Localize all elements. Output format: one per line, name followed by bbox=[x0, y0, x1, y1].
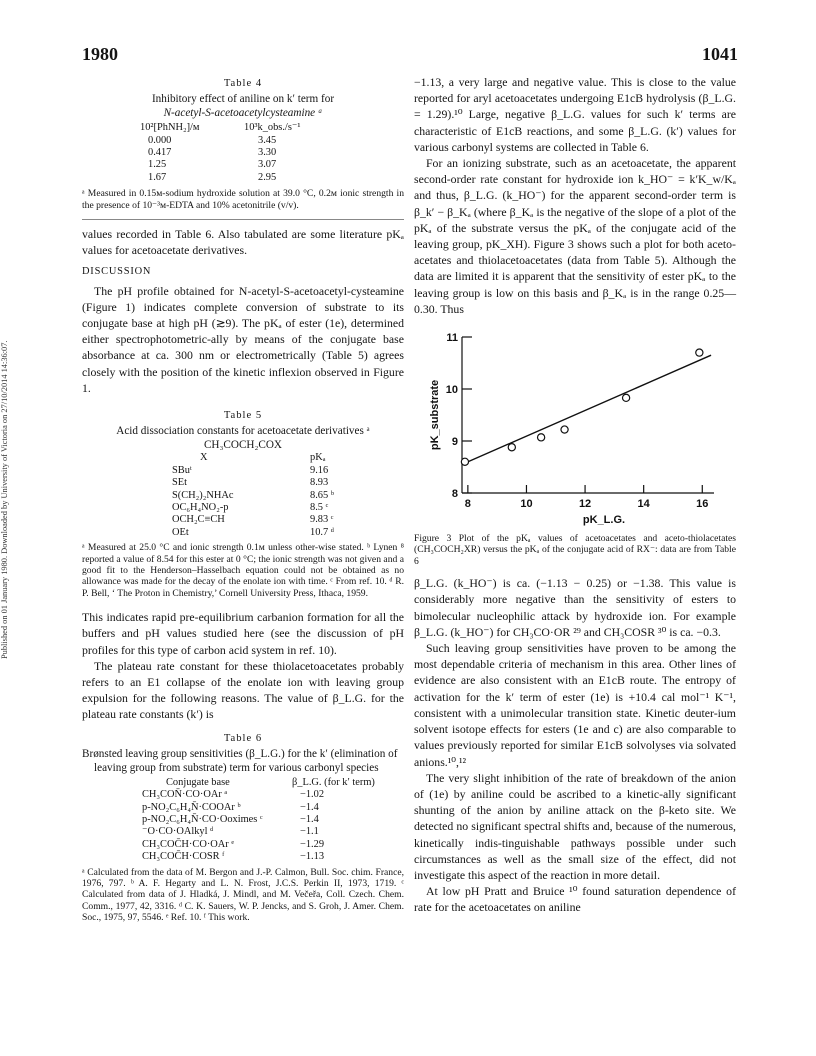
y-tick-label: 10 bbox=[445, 384, 458, 397]
table4-cell: 3.30 bbox=[258, 147, 277, 159]
right-paragraph-2: For an ionizing substrate, such as an acetoacetate, the apparent second-order rate constant for hydroxide ion k_HO⁻ = k′K_w/Kₐ and thus, β_L.G. (k_HO⁻) for the apparent second-order term is β_k′ − β_Kₐ (where β_Kₐ is the negative of the slope of a plot of the pKₐ of the substrate versus the pKₐ of the conjugate acid of the leaving group, pK_XH). Figure 3 shows such a plot for both aceto-acetates and thiolacetoacetates (data from Table 5). Although the data are limited it is apparent that the sensitivity of ester pKₐ to the leaving group is low on this basis and β_Kₐ is in the range 0.25—0.30. Thus bbox=[414, 156, 736, 316]
table4-cell: 3.45 bbox=[258, 134, 277, 146]
table6-cell: p-NO₂C₆H₄N̄·COOAr ᵇ bbox=[142, 801, 241, 813]
fit-line bbox=[462, 355, 711, 464]
page-number: 1041 bbox=[702, 44, 738, 64]
table-row bbox=[140, 159, 300, 171]
x-axis-label: pK_L.G. bbox=[582, 514, 626, 527]
right-column bbox=[414, 74, 736, 916]
left-paragraph-4: The plateau rate constant for these thiolacetoacetates probably refers to an E1 collapse of the enolate ion with leaving group expulsion for the following reasons. The value of β_L.G. for the plateau rate constants (k′) is bbox=[82, 658, 404, 722]
table-row bbox=[140, 147, 300, 159]
table4-cell: 0.000 bbox=[148, 134, 172, 146]
right-paragraph-3: β_L.G. (k_HO⁻) is ca. (−1.13 − 0.25) or −1.38. This value is considerably more negative than the sensitivity of esters to bimolecular nucleophilic attack by hydroxide ion. For example β_L.G. (k_HO⁻) for CH₃CO·OR ²⁹ and CH₃COSR ³⁰ is ca. −0.3. bbox=[414, 576, 736, 639]
table5-cell: 10.7 ᵈ bbox=[310, 526, 335, 538]
data-point bbox=[696, 349, 703, 356]
table5-cell: 8.65 ᵇ bbox=[310, 489, 334, 501]
table-row bbox=[142, 826, 375, 838]
right-paragraph-6: At low pH Pratt and Bruice ¹⁰ found saturation dependence of rate for the acetoacetates on aniline bbox=[414, 884, 736, 915]
table5-cell: 9.83 ᶜ bbox=[310, 514, 334, 526]
table-row bbox=[140, 172, 300, 184]
table-row bbox=[172, 527, 334, 539]
table4 bbox=[140, 122, 300, 184]
table-row bbox=[142, 814, 375, 826]
table5-footnote: ᵃ Measured at 25.0 °C and ionic strength 0.1м unless other-wise stated. ᵇ Lynen ⁸ reported a value of 8.54 for this ester at 0 °C; the ionic strength was not given and a good fit to the Henderson–Hasselbach equation could not be obtained as no allowance was made for the decay of the enolate ion with time. ᶜ From ref. 10. ᵈ R. P. Bell, ‘ The Proton in Chemistry,’ Cornell University Press, Ithaca, 1959. bbox=[82, 542, 404, 599]
table6-col1-header: Conjugate base bbox=[166, 776, 230, 788]
table-row bbox=[142, 789, 375, 801]
right-paragraph-4: Such leaving group sensitivities have proven to be among the most dependable criteria of mechanism in this area. Other lines of evidence are also consistent with an E1cB route. The entropy of activation for the k′ term of ester (1e) is +10.4 cal mol⁻¹ K⁻¹, consistent with a unimolecular transition state. Kinetic deuter-ium solvent isotope effects for esters (1e and c) are also comparable to values previously reported for similar E1cB solvolyses via solvated anions.¹⁰,¹² bbox=[414, 641, 736, 769]
table6-cell: −1.13 bbox=[300, 851, 325, 863]
table4-cell: 1.67 bbox=[148, 171, 167, 183]
table6-cell: CH₃COC̄H·CO·OAr ᵉ bbox=[142, 838, 235, 850]
table4-cell: 3.07 bbox=[258, 159, 277, 171]
chart-axes bbox=[446, 332, 714, 510]
table5-caption-line2: CH₃COCH₂COX bbox=[203, 439, 283, 452]
table5-cell: SEt bbox=[172, 477, 188, 489]
table4-footnote: ᵃ Measured in 0.15м-sodium hydroxide solution at 39.0 °C, 0.2м ionic strength in the presence of 10⁻³м-EDTA and 10% acetonitrile (v/v). bbox=[82, 188, 404, 211]
table5-caption-line1: Acid dissociation constants for acetoacetate derivatives ᵃ bbox=[116, 425, 370, 438]
table6-cell: CH₃COC̄H·COSR ᶠ bbox=[142, 851, 225, 863]
table5-cell: S(CH₂)₂NHAc bbox=[172, 489, 234, 501]
table5-col2-header: pKₐ bbox=[310, 452, 326, 464]
table4-caption-line2: N-acetyl-S-acetoacetylcysteamine ᵃ bbox=[163, 107, 323, 120]
table-row bbox=[172, 465, 334, 477]
y-tick-label: 8 bbox=[451, 488, 458, 501]
chart-marks bbox=[461, 349, 711, 465]
table4-col2-header: 10³k_obs./s⁻¹ bbox=[244, 122, 301, 134]
journal-year: 1980 bbox=[82, 44, 118, 64]
table4-col1-header: 10²[PhNH₂]/м bbox=[140, 122, 200, 134]
table5-cell: SBuᵗ bbox=[172, 464, 192, 476]
table6-cell: CH₃CON̄·CO·OAr ᵃ bbox=[142, 789, 228, 801]
table4-cell: 0.417 bbox=[148, 147, 172, 159]
table6-caption: Brønsted leaving group sensitivities (β_L.G.) for the k′ (elimination of leaving group from substrate) term for various carbonyl species bbox=[82, 747, 398, 774]
table-row bbox=[142, 851, 375, 863]
table6-cell: −1.4 bbox=[300, 801, 319, 813]
right-paragraph-1: −1.13, a very large and negative value. This is close to the value reported for aryl acetoacetates undergoing E1cB hydrolysis (β_L.G. = 1.29).¹⁰ Large, negative β_L.G. values for such k′ terms are characteristic of E1cB reactions, and some β_L.G. (k′) values for various carbonyl systems are collected in Table 6. bbox=[414, 75, 736, 154]
table6-cell: ⁻O·CO·OAlkyl ᵈ bbox=[142, 826, 214, 838]
table5-col1-header: X bbox=[200, 452, 208, 464]
y-axis-label: pK_substrate bbox=[429, 379, 441, 451]
table5-cell: 8.5 ᶜ bbox=[310, 501, 329, 513]
table6-col2-header: β_L.G. (for k′ term) bbox=[292, 776, 375, 788]
data-point bbox=[561, 426, 568, 433]
figure-3 bbox=[414, 323, 736, 531]
table4-cell: 2.95 bbox=[258, 171, 277, 183]
figure-3-caption: Figure 3 Plot of the pKₐ values of acetoacetates and aceto-thiolacetates (CH₃COCH₂XR) versus the pKₐ of the conjugate acid of RX⁻: data are from Table 6 bbox=[414, 533, 736, 567]
table4-cell: 1.25 bbox=[148, 159, 167, 171]
table5-cell: 9.16 bbox=[310, 464, 329, 476]
table4-caption-line1: Inhibitory effect of aniline on k′ term for bbox=[151, 93, 335, 106]
x-tick-label: 12 bbox=[578, 498, 592, 511]
left-column bbox=[82, 74, 404, 924]
table-row bbox=[172, 502, 334, 514]
download-notice[interactable]: Published on 01 January 1980. Downloaded by University of Victoria on 27/10/2014 14:36:07. bbox=[0, 340, 9, 660]
table6-title: Table 6 bbox=[223, 732, 263, 744]
table5-title: Table 5 bbox=[223, 410, 263, 422]
x-tick-label: 14 bbox=[637, 498, 650, 511]
table6-cell: −1.29 bbox=[300, 838, 325, 850]
y-tick-label: 11 bbox=[446, 332, 458, 345]
data-point bbox=[538, 434, 545, 441]
left-paragraph-1: values recorded in Table 6. Also tabulated are some literature pKₐ values for acetoacetate derivatives. bbox=[82, 227, 404, 258]
table5-cell: OEt bbox=[172, 526, 189, 538]
table4-title: Table 4 bbox=[223, 78, 263, 89]
table6-cell: −1.02 bbox=[300, 789, 325, 801]
table5-cell: 8.93 bbox=[310, 477, 329, 489]
table-row bbox=[172, 490, 334, 502]
x-tick-label: 10 bbox=[520, 498, 533, 511]
x-tick-label: 8 bbox=[464, 498, 471, 511]
data-point bbox=[461, 458, 468, 465]
table6-footnote: ᵃ Calculated from the data of M. Bergon and J.-P. Calmon, Bull. Soc. chim. France, 1976, 797. ᵇ A. F. Hegarty and L. N. Frost, J.C.S. Perkin II, 1973, 1719. ᶜ Calculated from data of J. Hladká, J. Mindl, and M. Večeřa, Coll. Czech. Chem. Comm., 1977, 42, 3316. ᵈ C. K. Sauers, W. P. Jencks, and S. Groh, J. Amer. Chem. Soc., 1975, 97, 5546. ᵉ Ref. 10. ᶠ This work. bbox=[82, 866, 404, 924]
left-paragraph-3: This indicates rapid pre-equilibrium carbanion formation for all the buffers and pH values studied here (see the discussion of pH profiles for this type of carbon acid system in ref. 10). bbox=[82, 610, 404, 657]
table-row bbox=[140, 135, 300, 147]
y-tick-label: 9 bbox=[451, 436, 458, 449]
left-paragraph-2: The pH profile obtained for N-acetyl-S-acetoacetyl-cysteamine (Figure 1) indicates complete conversion of substrate to its conjugate base at high pH (≳9). The pKₐ of ester (1e), determined either spectrophotometric-ally by means of the conjugate base absorbance at ca. 300 nm or electrometrically (Table 5) agrees closely with the position of the kinetic inflexion observed in Figure 1. bbox=[82, 283, 404, 395]
table6 bbox=[142, 777, 375, 864]
table5-cell: OCH₂C≡CH bbox=[172, 514, 225, 526]
table-row bbox=[142, 802, 375, 814]
table6-cell: −1.4 bbox=[300, 814, 319, 825]
scatter-chart bbox=[414, 323, 736, 531]
table6-cell: −1.1 bbox=[300, 826, 319, 838]
x-tick-label: 16 bbox=[696, 498, 709, 511]
table6-cell: p-NO₂C₆H₄N̄·CO·Ooximes ᶜ bbox=[142, 814, 263, 825]
table-row bbox=[172, 477, 334, 489]
divider bbox=[82, 219, 404, 220]
table-row bbox=[172, 514, 334, 526]
section-heading: DISCUSSION bbox=[82, 266, 152, 278]
table5-cell: OC₆H₄NO₂-p bbox=[172, 501, 229, 513]
table-row bbox=[142, 839, 375, 851]
data-point bbox=[508, 444, 515, 451]
table5 bbox=[172, 452, 334, 539]
data-point bbox=[622, 394, 629, 401]
right-paragraph-5: The very slight inhibition of the rate of breakdown of the anion of (1e) by aniline could be ascribed to a kinetic-ally significant shunting of the anion by aniline attack on the β-keto site. We detected no significant spectral shifts and, because of the numerous, kinetically indis-tinguishable pathways possible under such circumstances as well as the small size of the effect, did not investigate this aspect of the reaction in more detail. bbox=[414, 770, 736, 882]
